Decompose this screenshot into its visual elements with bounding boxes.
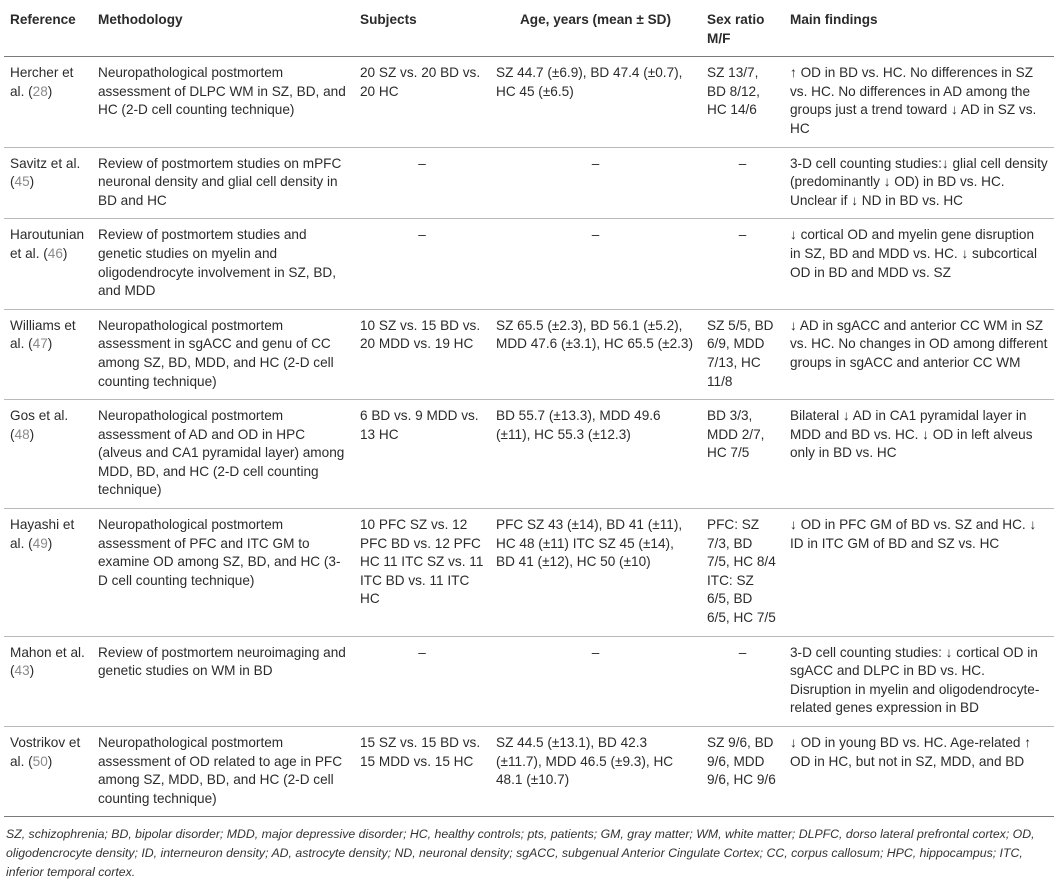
cell-sex-ratio: – xyxy=(701,147,784,219)
cell-age: SZ 44.7 (±6.9), BD 47.4 (±0.7), HC 45 (±6.5) xyxy=(490,57,701,147)
cell-methodology: Neuropathological postmortem assessment of OD related to age in PFC among SZ, MDD, BD, and HC (2-D cell counting technique) xyxy=(92,727,354,817)
cell-reference xyxy=(4,400,92,509)
cell-reference xyxy=(4,57,92,147)
table-row xyxy=(4,636,1054,726)
cell-subjects: – xyxy=(354,147,490,219)
cell-sex-ratio: BD 3/3, MDD 2/7, HC 7/5 xyxy=(701,400,784,509)
cell-subjects: 6 BD vs. 9 MDD vs. 13 HC xyxy=(354,400,490,509)
cell-reference xyxy=(4,147,92,219)
reference-citation-link[interactable]: 45 xyxy=(14,174,30,190)
reference-citation-link[interactable]: 49 xyxy=(32,535,48,551)
cell-age: SZ 44.5 (±13.1), BD 42.3 (±11.7), MDD 46.5 (±9.3), HC 48.1 (±10.7) xyxy=(490,727,701,817)
reference-citation-link[interactable]: 48 xyxy=(14,426,30,442)
cell-methodology: Neuropathological postmortem assessment of AD and OD in HPC (alveus and CA1 pyramidal layer) among MDD, BD, and HC (2-D cell counting technique) xyxy=(92,400,354,509)
reference-text: Haroutunian et al. ( xyxy=(10,227,85,261)
reference-text: Savitz et al. ( xyxy=(10,155,81,190)
cell-subjects: 10 PFC SZ vs. 12 PFC BD vs. 12 PFC HC 11 ITC SZ vs. 11 ITC BD vs. 11 ITC HC xyxy=(354,509,490,637)
table-row xyxy=(4,309,1054,399)
reference-citation-link[interactable]: 50 xyxy=(32,753,48,769)
cell-sex-ratio: – xyxy=(701,636,784,726)
table-row xyxy=(4,509,1054,637)
cell-reference xyxy=(4,219,92,309)
reference-citation-link[interactable]: 46 xyxy=(47,245,63,261)
cell-age: – xyxy=(490,219,701,309)
header-sex-ratio: Sex ratio M/F xyxy=(701,3,784,57)
cell-sex-ratio: – xyxy=(701,219,784,309)
cell-age: BD 55.7 (±13.3), MDD 49.6 (±11), HC 55.3 (±12.3) xyxy=(490,400,701,509)
cell-reference xyxy=(4,727,92,817)
header-reference: Reference xyxy=(4,3,92,57)
table-body xyxy=(4,57,1054,817)
header-subjects: Subjects xyxy=(354,3,490,57)
cell-methodology: Review of postmortem studies and genetic studies on myelin and oligodendrocyte involvement in SZ, BD, and MDD xyxy=(92,219,354,309)
reference-citation-link[interactable]: 43 xyxy=(14,663,30,679)
cell-methodology: Review of postmortem neuroimaging and genetic studies on WM in BD xyxy=(92,636,354,726)
cell-methodology: Neuropathological postmortem assessment of PFC and ITC GM to examine OD among SZ, BD, and HC (3-D cell counting technique) xyxy=(92,509,354,637)
reference-close: ) xyxy=(62,245,68,261)
reference-close: ) xyxy=(29,426,35,442)
table-row xyxy=(4,400,1054,509)
header-main-findings: Main findings xyxy=(784,3,1054,57)
cell-age: PFC SZ 43 (±14), BD 41 (±11), HC 48 (±11) ITC SZ 45 (±14), BD 41 (±12), HC 50 (±10) xyxy=(490,509,701,637)
reference-close: ) xyxy=(47,535,53,551)
reference-text: Williams et al. ( xyxy=(10,317,76,352)
cell-methodology: Neuropathological postmortem assessment in sgACC and genu of CC among SZ, BD, MDD, and HC (2-D cell counting technique) xyxy=(92,309,354,399)
reference-citation-link[interactable]: 47 xyxy=(32,336,48,352)
reference-text: Hayashi et al. ( xyxy=(10,517,75,551)
table-row xyxy=(4,57,1054,147)
cell-sex-ratio: SZ 9/6, BD 9/6, MDD 9/6, HC 9/6 xyxy=(701,727,784,817)
cell-age: – xyxy=(490,636,701,726)
cell-age: SZ 65.5 (±2.3), BD 56.1 (±5.2), MDD 47.6 (±3.1), HC 65.5 (±2.3) xyxy=(490,309,701,399)
cell-reference xyxy=(4,636,92,726)
cell-main-findings: 3-D cell counting studies:↓ glial cell density (predominantly ↓ OD) in BD vs. HC. Unclear if ↓ ND in BD vs. HC xyxy=(784,147,1054,219)
cell-main-findings: ↓ cortical OD and myelin gene disruption in SZ, BD and MDD vs. HC. ↓ subcortical OD in BD and MDD vs. SZ xyxy=(784,219,1054,309)
reference-text: Gos et al. ( xyxy=(10,408,69,442)
cell-subjects: – xyxy=(354,219,490,309)
cell-age: – xyxy=(490,147,701,219)
studies-table xyxy=(4,3,1054,817)
header-row xyxy=(4,3,1054,57)
cell-main-findings: ↓ OD in young BD vs. HC. Age-related ↑ OD in HC, but not in SZ, MDD, and BD xyxy=(784,727,1054,817)
reference-close: ) xyxy=(47,336,53,352)
reference-text: Vostrikov et al. ( xyxy=(10,735,81,769)
reference-close: ) xyxy=(47,83,53,99)
reference-citation-link[interactable]: 28 xyxy=(32,83,48,99)
cell-methodology: Neuropathological postmortem assessment of DLPC WM in SZ, BD, and HC (2-D cell counting technique) xyxy=(92,57,354,147)
reference-close: ) xyxy=(29,663,35,679)
cell-subjects: 20 SZ vs. 20 BD vs. 20 HC xyxy=(354,57,490,147)
cell-main-findings: Bilateral ↓ AD in CA1 pyramidal layer in MDD and BD vs. HC. ↓ OD in left alveus only in BD vs. HC xyxy=(784,400,1054,509)
reference-close: ) xyxy=(47,753,53,769)
table-header xyxy=(4,3,1054,57)
cell-sex-ratio: PFC: SZ 7/3, BD 7/5, HC 8/4 ITC: SZ 6/5, BD 6/5, HC 7/5 xyxy=(701,509,784,637)
table-row xyxy=(4,219,1054,309)
cell-subjects: – xyxy=(354,636,490,726)
cell-methodology: Review of postmortem studies on mPFC neuronal density and glial cell density in BD and HC xyxy=(92,147,354,219)
cell-main-findings: 3-D cell counting studies: ↓ cortical OD in sgACC and DLPC in BD vs. HC. Disruption in myelin and oligodendrocyte-related genes expression in BD xyxy=(784,636,1054,726)
reference-text: Mahon et al. ( xyxy=(10,644,85,679)
table-row xyxy=(4,727,1054,817)
cell-reference xyxy=(4,309,92,399)
table-footnote: SZ, schizophrenia; BD, bipolar disorder; MDD, major depressive disorder; HC, healthy controls; pts, patients; GM, gray matter; WM, white matter; DLPFC, dorso lateral prefrontal cortex; OD, oligodencrocyte density; ID, interneuron density; AD, astrocyte density; ND, neuronal density; sgACC, subgenual Anterior Cingulate Cortex; CC, corpus callosum; HPC, hippocampus; ITC, inferior temporal cortex. xyxy=(6,827,1035,880)
cell-main-findings: ↑ OD in BD vs. HC. No differences in SZ vs. HC. No differences in AD among the groups just a trend toward ↓ AD in SZ vs. HC xyxy=(784,57,1054,147)
header-age: Age, years (mean ± SD) xyxy=(490,3,701,57)
table-row xyxy=(4,147,1054,219)
cell-main-findings: ↓ AD in sgACC and anterior CC WM in SZ vs. HC. No changes in OD among different groups in sgACC and anterior CC WM xyxy=(784,309,1054,399)
header-methodology: Methodology xyxy=(92,3,354,57)
cell-sex-ratio: SZ 5/5, BD 6/9, MDD 7/13, HC 11/8 xyxy=(701,309,784,399)
cell-reference xyxy=(4,509,92,637)
cell-subjects: 15 SZ vs. 15 BD vs. 15 MDD vs. 15 HC xyxy=(354,727,490,817)
cell-subjects: 10 SZ vs. 15 BD vs. 20 MDD vs. 19 HC xyxy=(354,309,490,399)
cell-sex-ratio: SZ 13/7, BD 8/12, HC 14/6 xyxy=(701,57,784,147)
reference-close: ) xyxy=(29,174,35,190)
cell-main-findings: ↓ OD in PFC GM of BD vs. SZ and HC. ↓ ID in ITC GM of BD and SZ vs. HC xyxy=(784,509,1054,637)
reference-text: Hercher et al. ( xyxy=(10,65,74,99)
